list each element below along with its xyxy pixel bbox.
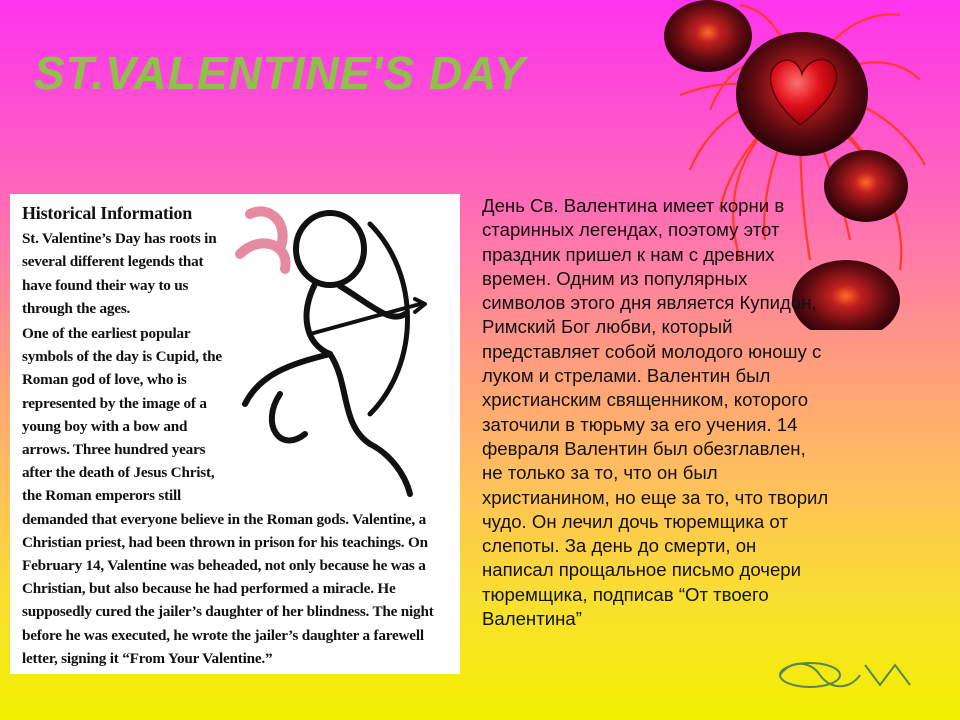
historical-info-scan bbox=[10, 194, 460, 674]
stamp-icon bbox=[770, 655, 930, 695]
scan-heading: Historical Information bbox=[22, 203, 193, 223]
cupid-illustration bbox=[220, 194, 460, 514]
slide-title: ST.VALENTINE'S DAY bbox=[34, 47, 526, 99]
scan-paragraph-2: One of the earliest popular symbols of the day is Cupid, the Roman god of love, who is represented by the image of a young boy with a bow and arrows. Three hundred years after the death of Jesus Christ, the Roman emperors still bbox=[22, 325, 222, 505]
scan-paragraph-3: demanded that everyone believe in the Roman gods. Valentine, a Christian priest, had been thrown in prison for his teachings. On February 14, Valentine was beheaded, not only because he was a Christian, but also because he had performed a miracle. He supposedly cured the jailer’s daughter of her blindness. The night before he was executed, he wrote the jailer’s daughter a farewell letter, signing it “From Your Valentine.” bbox=[22, 510, 434, 667]
russian-description: День Св. Валентина имеет корни в старинных легендах, поэтому этот праздник пришел к нам с древних времен. Одним из популярных символов этого дня является Купидон, Римский Бог любви, который представляет собой молодого юношу с луком и стрелами. Валентин был христианским священником, которого заточили в тюрьму за его учения. 14 февраля Валентин был обезглавлен, не только за то, что он был христианином, но еще за то, что творил чудо. Он лечил дочь тюремщика от слепоты. За день до смерти, он написал прощальное письмо дочери тюремщика, подписав “От твоего Валентина” bbox=[482, 195, 829, 630]
scan-paragraph-1: St. Valentine’s Day has roots in several different legends that have found their way to us through the ages. bbox=[22, 230, 217, 317]
